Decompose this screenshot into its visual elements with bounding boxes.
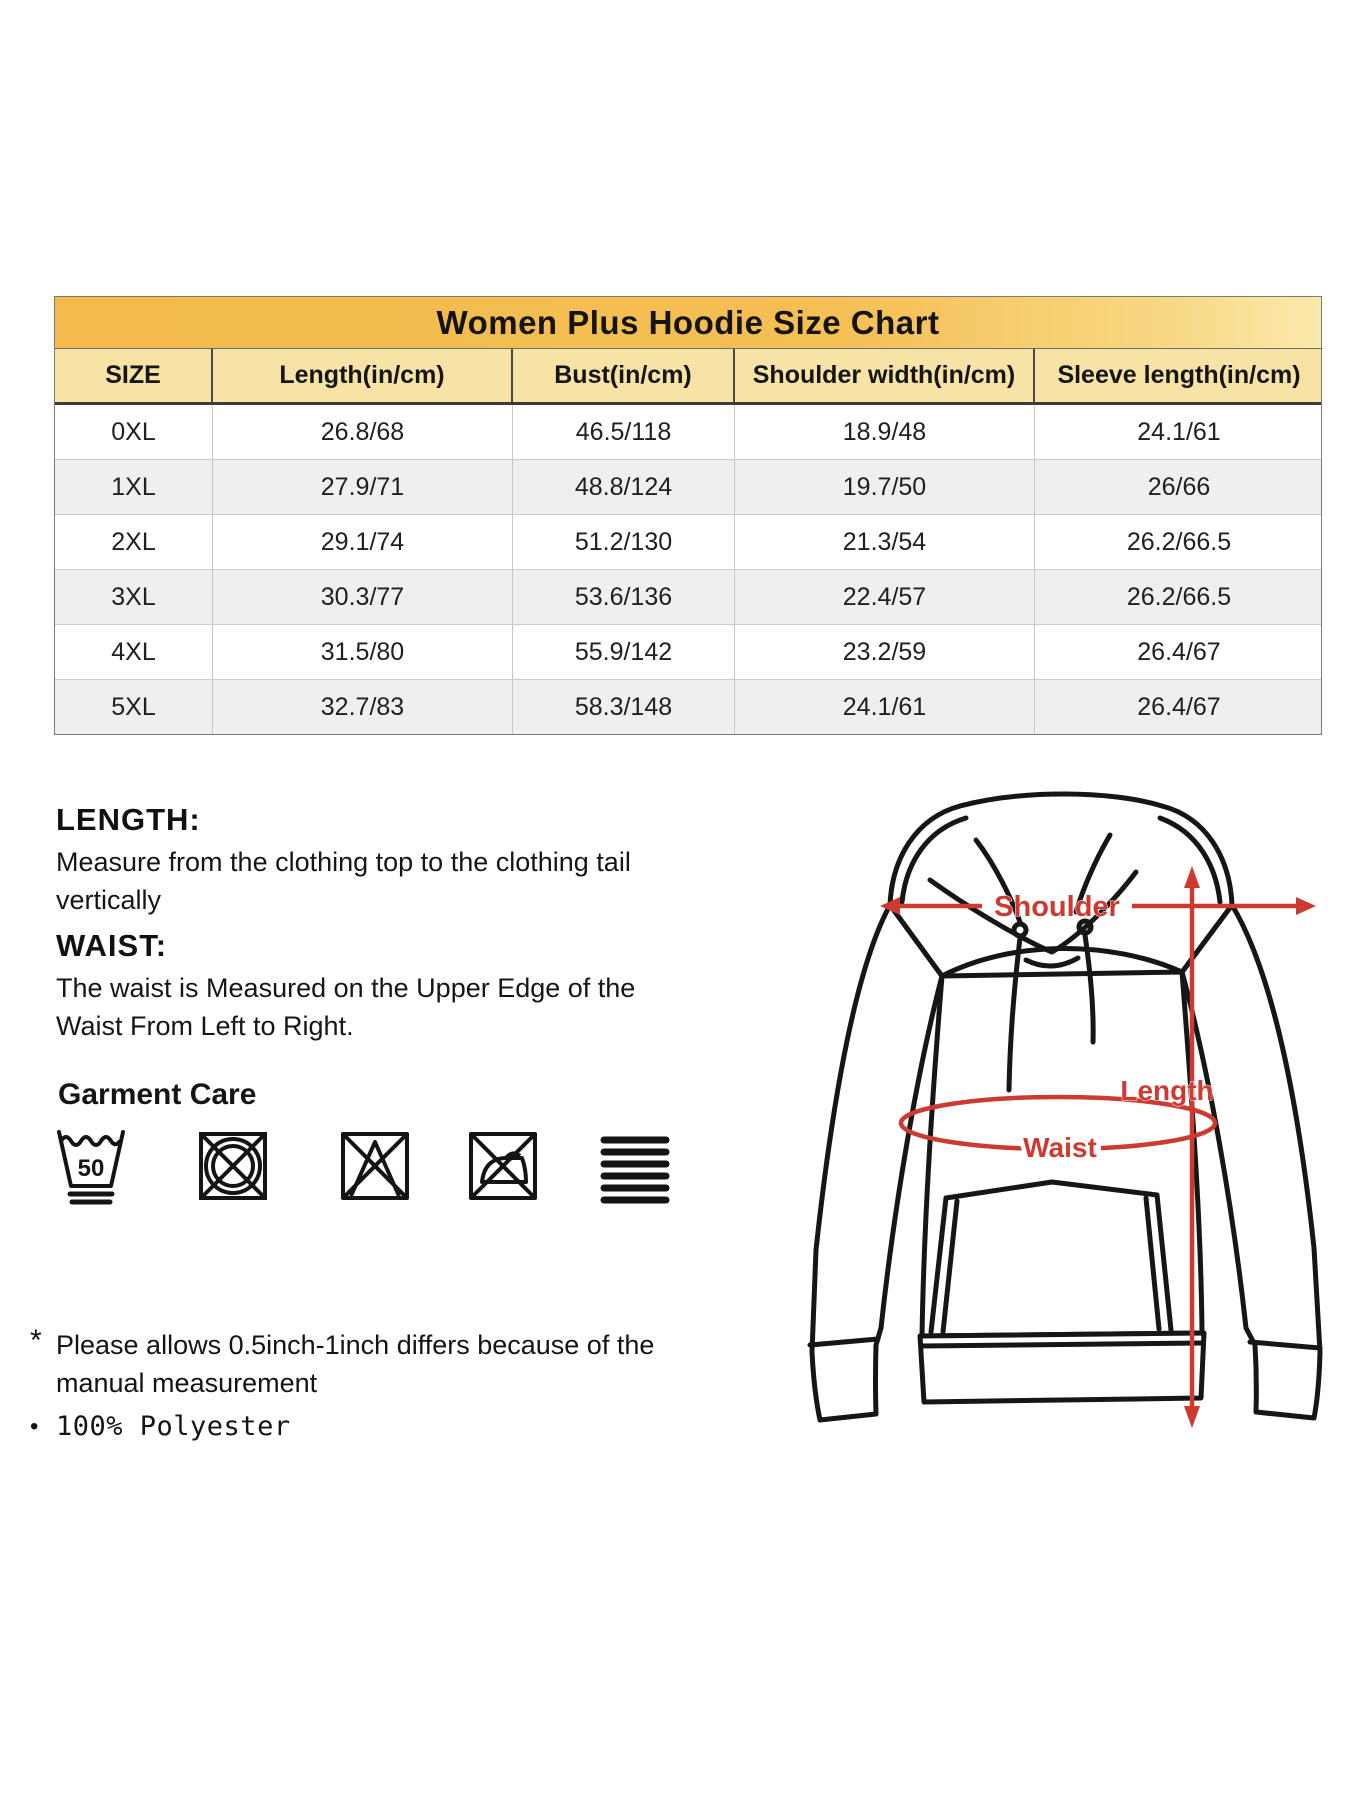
svg-text:50: 50 bbox=[77, 1155, 105, 1182]
size-cell: 4XL bbox=[55, 625, 213, 679]
note-material: • 100% Polyester bbox=[30, 1408, 670, 1446]
note-measurement: * Please allows 0.5inch-1inch differs because of the manual measurement bbox=[30, 1326, 670, 1402]
do-not-bleach-icon bbox=[338, 1126, 412, 1206]
size-cell: 3XL bbox=[55, 570, 213, 624]
table-row bbox=[55, 569, 1321, 624]
footnotes bbox=[30, 1326, 670, 1446]
bust-cell: 53.6/136 bbox=[513, 570, 735, 624]
shoulder-cell: 19.7/50 bbox=[735, 460, 1035, 514]
shoulder-cell: 18.9/48 bbox=[735, 405, 1035, 459]
waist-heading: WAIST: bbox=[56, 928, 168, 963]
length-cell: 31.5/80 bbox=[213, 625, 513, 679]
sleeve-cell: 24.1/61 bbox=[1137, 417, 1221, 446]
column-header-length: Length(in/cm) bbox=[213, 349, 513, 402]
bust-cell: 55.9/142 bbox=[513, 625, 735, 679]
waist-section bbox=[56, 928, 656, 1045]
dot-bullet: • bbox=[30, 1413, 39, 1440]
asterisk-bullet: * bbox=[30, 1324, 42, 1357]
do-not-tumble-dry-icon bbox=[196, 1126, 270, 1206]
waist-label: Waist bbox=[1023, 1132, 1097, 1163]
size-chart-table bbox=[54, 296, 1322, 735]
column-header-size: SIZE bbox=[55, 349, 213, 402]
length-cell: 26.8/68 bbox=[213, 405, 513, 459]
length-heading: LENGTH: bbox=[56, 802, 201, 837]
table-row bbox=[55, 459, 1321, 514]
sleeve-cell: 26.2/66.5 bbox=[1126, 527, 1232, 556]
shoulder-cell: 22.4/57 bbox=[735, 570, 1035, 624]
dry-flat-icon bbox=[598, 1126, 672, 1206]
length-cell: 32.7/83 bbox=[213, 680, 513, 734]
shoulder-cell: 21.3/54 bbox=[735, 515, 1035, 569]
size-cell: 0XL bbox=[55, 405, 213, 459]
column-header-sleeve: Sleeve length(in/cm) bbox=[1057, 361, 1301, 389]
do-not-iron-icon bbox=[466, 1126, 540, 1206]
size-cell: 5XL bbox=[55, 680, 213, 734]
sleeve-cell: 26/66 bbox=[1147, 472, 1211, 501]
table-row bbox=[55, 405, 1321, 459]
length-cell: 30.3/77 bbox=[213, 570, 513, 624]
hoodie-measurement-diagram bbox=[780, 780, 1340, 1440]
column-header-shoulder: Shoulder width(in/cm) bbox=[735, 349, 1035, 402]
machine-wash-50-icon bbox=[54, 1126, 128, 1206]
table-row bbox=[55, 624, 1321, 679]
waist-description: The waist is Measured on the Upper Edge of the Waist From Left to Right. bbox=[56, 973, 636, 1041]
bust-cell: 46.5/118 bbox=[513, 405, 735, 459]
length-description: Measure from the clothing top to the clothing tail vertically bbox=[56, 847, 631, 915]
column-header-bust: Bust(in/cm) bbox=[513, 349, 735, 402]
table-title: Women Plus Hoodie Size Chart bbox=[55, 297, 1321, 349]
sleeve-cell: 26.4/67 bbox=[1137, 692, 1221, 721]
sleeve-cell: 26.2/66.5 bbox=[1126, 582, 1232, 611]
table-header-row bbox=[55, 349, 1321, 405]
shoulder-cell: 23.2/59 bbox=[735, 625, 1035, 679]
table-row bbox=[55, 679, 1321, 734]
garment-care-heading: Garment Care bbox=[58, 1078, 257, 1111]
bust-cell: 48.8/124 bbox=[513, 460, 735, 514]
bust-cell: 58.3/148 bbox=[513, 680, 735, 734]
shoulder-label: Shoulder bbox=[994, 891, 1120, 923]
bust-cell: 51.2/130 bbox=[513, 515, 735, 569]
size-cell: 2XL bbox=[55, 515, 213, 569]
sleeve-cell: 26.4/67 bbox=[1137, 637, 1221, 666]
shoulder-cell: 24.1/61 bbox=[735, 680, 1035, 734]
size-cell: 1XL bbox=[55, 460, 213, 514]
length-section bbox=[56, 802, 656, 919]
length-cell: 29.1/74 bbox=[213, 515, 513, 569]
table-row bbox=[55, 514, 1321, 569]
length-label: Length bbox=[1120, 1075, 1214, 1106]
length-cell: 27.9/71 bbox=[213, 460, 513, 514]
